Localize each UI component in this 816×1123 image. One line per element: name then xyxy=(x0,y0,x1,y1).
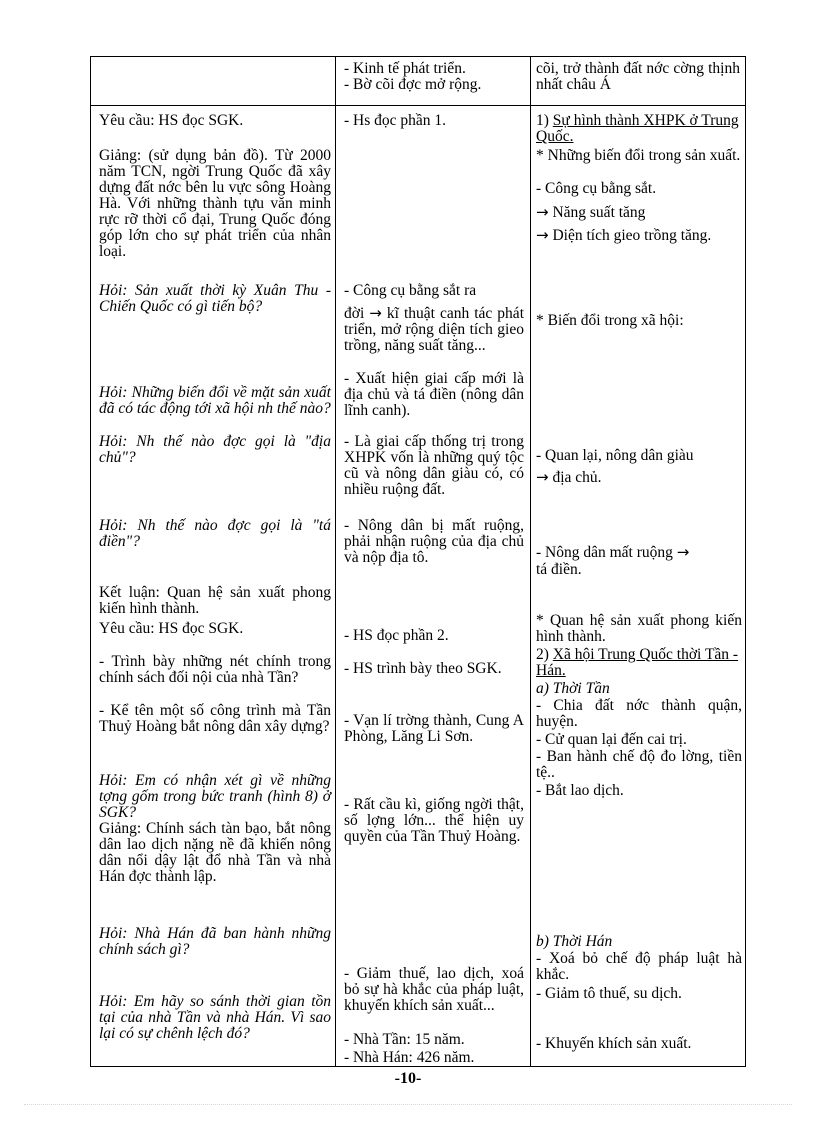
col2-answer-4: - Là giai cấp thống trị trong XHPK vốn là những quý tộc cũ và nông dân giàu có, có nhiều ruộng đất. xyxy=(344,433,524,498)
col2-answer-7: - HS trình bày theo SGK. xyxy=(344,660,502,677)
col3-item-6: - Quan lại, nông dân giàu xyxy=(536,447,694,464)
arrow-icon: → xyxy=(536,203,549,221)
col3-item-7 xyxy=(536,469,742,486)
col3-item-9: tá điền. xyxy=(536,561,582,578)
col2-answer-6: - HS đọc phần 2. xyxy=(344,627,449,644)
col1-question-9: Hỏi: Em hãy so sánh thời gian tồn tại của nhà Tần và nhà Hán. Vì sao lại có sự chênh lệch đó? xyxy=(99,993,331,1042)
column-divider xyxy=(530,57,531,1066)
arrow-icon: → xyxy=(369,304,382,322)
text-fragment: Năng suất tăng xyxy=(552,204,646,221)
col1-question-2: Hỏi: Những biến đổi về mặt sản xuất đã có tác động tới xã hội nh thế nào? xyxy=(99,384,331,417)
col1-request-2: Yêu cầu: HS đọc SGK. xyxy=(99,620,244,637)
col2-answer-10: - Giảm thuế, lao dịch, xoá bỏ sự hà khắc của pháp luật, khuyến khích sản xuất... xyxy=(344,965,524,1014)
column-divider xyxy=(335,57,336,1066)
col3-heading-1 xyxy=(536,113,742,145)
col3-heading-2 xyxy=(536,647,742,679)
col2-answer-12: - Nhà Hán: 426 năm. xyxy=(344,1050,475,1065)
text-line: - Kinh tế phát triển. xyxy=(344,60,466,77)
text-fragment: kĩ thuật canh tác phát triển, mở rộng diện tích gieo trồng, năng suất tăng... xyxy=(344,305,524,354)
text-fragment: Diện tích gieo trồng tăng. xyxy=(552,227,712,244)
col1-question-8: Hỏi: Nhà Hán đã ban hành những chính sách gì? xyxy=(99,925,331,958)
text-fragment: địa chủ. xyxy=(552,469,602,486)
col3-item-16: - Giảm tô thuế, su dịch. xyxy=(536,985,682,1002)
col1-conclusion: Kết luận: Quan hệ sản xuất phong kiến hình thành. xyxy=(99,584,331,617)
col2-answer-9: - Rất cầu kì, giống ngời thật, số lợng lớn... thể hiện uy quyền của Tần Thuỷ Hoàng. xyxy=(344,796,524,845)
text-line: - Bờ cõi đợc mở rộng. xyxy=(344,76,482,93)
lesson-table xyxy=(90,56,746,1067)
col1-question-7: Hỏi: Em có nhận xét gì về những tợng gốm trong bức tranh (hình 8) ở SGK? xyxy=(99,772,331,821)
col1-request-1: Yêu cầu: HS đọc SGK. xyxy=(99,112,244,129)
col1-question-3: Hỏi: Nh thế nào đợc gọi là "địa chủ"? xyxy=(99,433,331,466)
col3-subheading-b: b) Thời Hán xyxy=(536,933,613,950)
col3-item-10: * Quan hệ sản xuất phong kiến hình thành. xyxy=(536,612,742,645)
col1-question-6: - Kể tên một số công trình mà Tần Thuỷ Hoàng bắt nông dân xây dựng? xyxy=(99,702,331,735)
col3-item-2: - Công cụ bằng sắt. xyxy=(536,180,657,197)
heading-title: Sự hình thành XHPK ở Trung Quốc. xyxy=(536,112,739,145)
col1-question-4: Hỏi: Nh thế nào đợc gọi là "tá điền"? xyxy=(99,517,331,550)
col3-item-4 xyxy=(536,227,742,244)
col3-item-11: - Chia đất nớc thành quận, huyện. xyxy=(536,697,742,730)
col2-answer-1: - Hs đọc phần 1. xyxy=(344,112,447,129)
col2-answer-8: - Vạn lí trờng thành, Cung A Phòng, Lăng Li Sơn. xyxy=(344,712,524,745)
col2-answer-2 xyxy=(344,283,524,354)
text-line: - Công cụ bằng sắt ra xyxy=(344,282,477,299)
footer-rule xyxy=(24,1104,792,1105)
col1-lecture-1: Giảng: (sử dụng bản đồ). Từ 2000 năm TCN, ngời Trung Quốc đã xây dựng đất nớc bên lu vực sông Hoàng Hà. Với những thành tựu văn minh rực rỡ thời cổ đại, Trung Quốc đóng góp lớn cho sự phát triển của nhân loại. xyxy=(99,147,331,260)
col3-item-13: - Ban hành chế độ đo lờng, tiền tệ.. xyxy=(536,748,742,781)
top-row-col2 xyxy=(344,61,526,93)
text-fragment: - Nông dân mất ruộng xyxy=(536,544,673,561)
col3-item-5: * Biến đổi trong xã hội: xyxy=(536,312,684,329)
col2-answer-3: - Xuất hiện giai cấp mới là địa chủ và tá điền (nông dân lĩnh canh). xyxy=(344,370,524,419)
text-fragment: đời xyxy=(344,305,365,322)
col3-item-8 xyxy=(536,544,742,561)
col2-answer-11: - Nhà Tần: 15 năm. xyxy=(344,1031,465,1048)
col1-question-1: Hỏi: Sản xuất thời kỳ Xuân Thu - Chiến Quốc có gì tiến bộ? xyxy=(99,282,331,315)
heading-number: 1) xyxy=(536,112,549,129)
col1-question-5: - Trình bày những nét chính trong chính sách đối nội của nhà Tần? xyxy=(99,653,331,686)
arrow-icon: → xyxy=(676,543,690,561)
heading-title: Xã hội Trung Quốc thời Tần - Hán. xyxy=(536,646,739,679)
col3-item-3 xyxy=(536,204,742,221)
col3-item-15: - Xoá bỏ chế độ pháp luật hà khắc. xyxy=(536,950,742,983)
col2-answer-5: - Nông dân bị mất ruộng, phải nhận ruộng của địa chủ và nộp địa tô. xyxy=(344,517,524,566)
col3-item-17: - Khuyến khích sản xuất. xyxy=(536,1035,692,1052)
col1-lecture-2: Giảng: Chính sách tàn bạo, bắt nông dân lao dịch nặng nề đã khiến nông dân nổi dậy lật đổ nhà Tần và nhà Hán đợc thành lập. xyxy=(99,820,331,885)
col3-item-12: - Cử quan lại đến cai trị. xyxy=(536,731,687,748)
col3-item-14: - Bắt lao dịch. xyxy=(536,782,624,799)
arrow-icon: → xyxy=(536,468,549,486)
top-row-col3: cõi, trở thành đất nớc cờng thịnh nhất châu Á xyxy=(536,60,740,93)
row-divider xyxy=(91,105,745,106)
arrow-icon: → xyxy=(536,226,549,244)
heading-number: 2) xyxy=(536,646,549,663)
col3-subheading-a: a) Thời Tần xyxy=(536,680,610,697)
page-number: -10- xyxy=(394,1070,422,1087)
col3-item-1: * Những biến đổi trong sản xuất. xyxy=(536,147,741,164)
